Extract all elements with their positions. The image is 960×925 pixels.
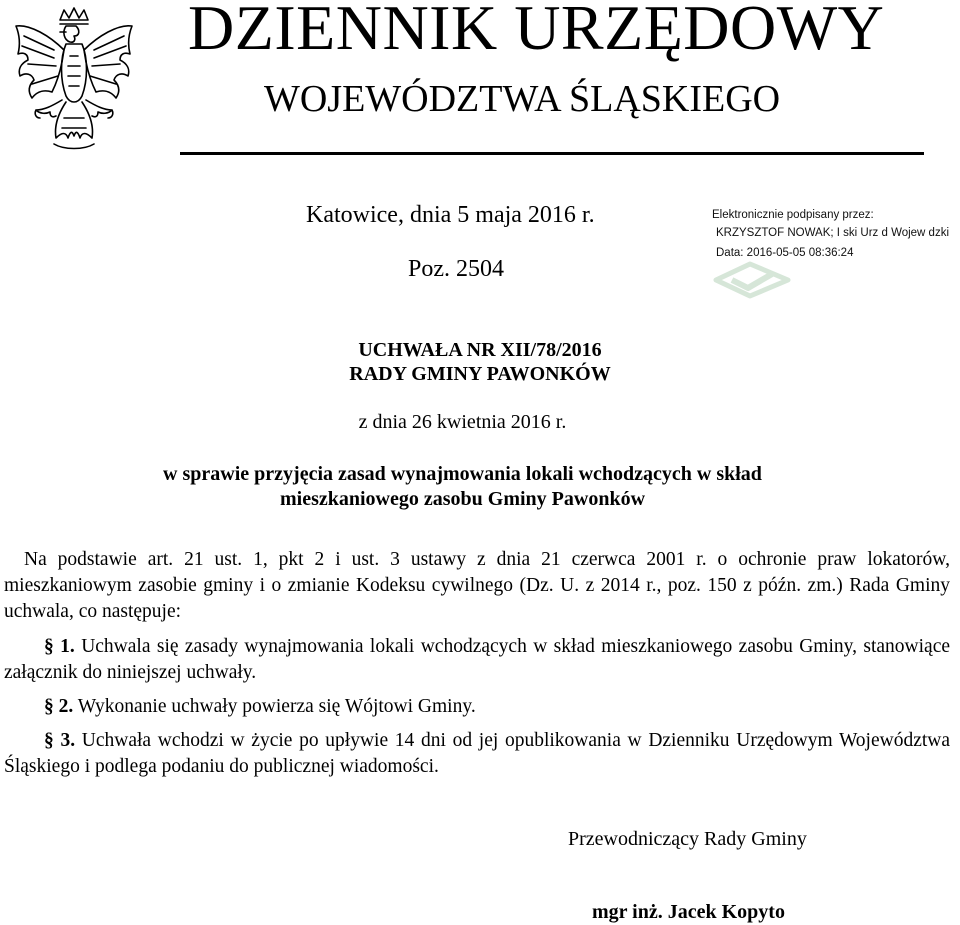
electronic-signature [708,206,960,298]
paragraph-1 [4,634,950,686]
place-date: Katowice, dnia 5 maja 2016 r. [306,202,595,228]
journal-title: DZIENNIK URZĘDOWY [188,0,885,63]
paragraph-number: § 2. [44,696,74,717]
paragraph-3 [4,728,950,780]
resolution-date: z dnia 26 kwietnia 2016 r. [358,411,567,433]
signature-signer: KRZYSZTOF NOWAK; I ski Urz d Wojew dzki [716,227,950,239]
resolution-body: RADY GMINY PAWONKÓW [349,363,611,385]
header-divider [180,152,924,155]
chair-title: Przewodniczący Rady Gminy [568,828,807,850]
signer-name: mgr inż. Jacek Kopyto [592,901,785,923]
signature-date: Data: 2016-05-05 08:36:24 [716,247,854,259]
resolution-subject-text: w sprawie przyjęcia zasad wynajmowania lokali wchodzących w skład mieszkaniowego zasobu Gminy Pawonków [163,463,762,510]
preamble: Na podstawie art. 21 ust. 1, pkt 2 i ust. 3 ustawy z dnia 21 czerwca 2001 r. o ochronie praw lokatorów, mieszkaniowym zasobie gminy i o zmianie Kodeksu cywilnego (Dz. U. z 2014 r., poz. 150 z późn. zm.) Rada Gminy uchwala, co następuje: [4,549,950,622]
paragraph-2 [4,694,950,720]
paragraph-text: Wykonanie uchwały powierza się Wójtowi Gminy. [77,696,476,717]
position-number: Poz. 2504 [408,256,504,282]
paragraph-number: § 3. [44,730,76,751]
paragraph-text: Uchwała wchodzi w życie po upływie 14 dni od jej opublikowania w Dzienniku Urzędowym Województwa Śląskiego i podlega podaniu do publicznej wiadomości. [4,730,951,777]
journal-subtitle: WOJEWÓDZTWA ŚLĄSKIEGO [264,78,781,120]
resolution-title: UCHWAŁA NR XII/78/2016 [358,339,602,361]
signature-label: Elektronicznie podpisany przez: [712,209,874,221]
paragraph-text: Uchwala się zasady wynajmowania lokali wchodzących w skład mieszkaniowego zasobu Gminy, stanowiące załącznik do niniejszej uchwały. [4,636,951,683]
paragraph-number: § 1. [44,636,75,657]
polish-eagle-icon [6,6,142,156]
resolution-subject [0,462,925,512]
